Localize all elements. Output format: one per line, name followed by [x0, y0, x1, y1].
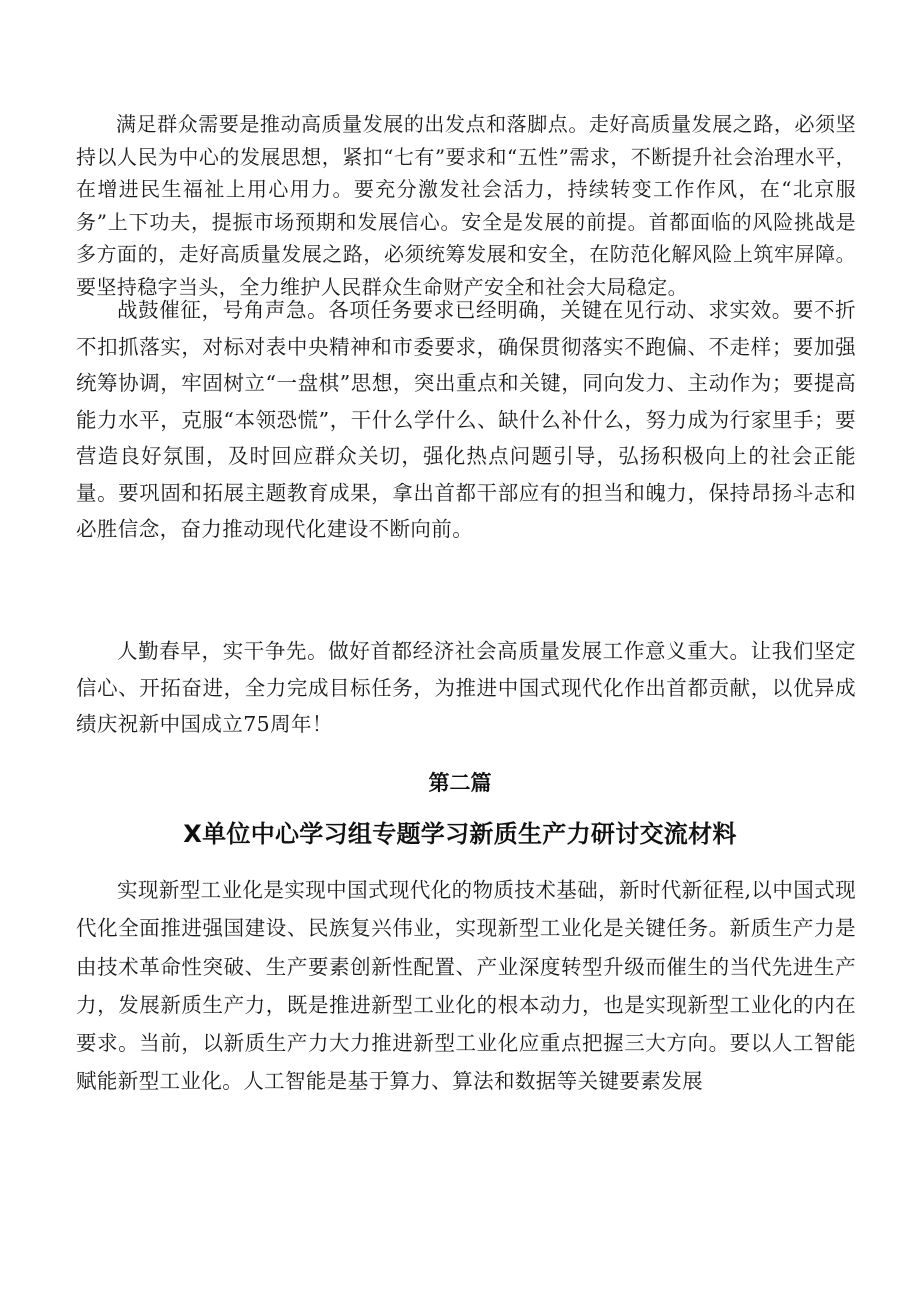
- paragraph-conclusion: 人勤春早，实干争先。做好首都经济社会高质量发展工作意义重大。让我们坚定信心、开拓奋进，全力完成目标任务，为推进中国式现代化作出首都贡献，以优异成绩庆祝新中国成立75周年！: [76, 639, 856, 736]
- paragraph-social-governance: 满足群众需要是推动高质量发展的出发点和落脚点。走好高质量发展之路，必须坚持以人民为中心的发展思想，紧扣“七有”要求和“五性”需求，不断提升社会治理水平，在增进民生福祉上用心用力。要充分激发社会活力，持续转变工作作风，在“北京服务”上下功夫，提振市场预期和发展信心。安全是发展的前提。首都面临的风险挑战是多方面的，走好高质量发展之路，必须统筹发展和安全，在防范化解风险上筑牢屏障。要坚持稳字当头，全力维护人民群众生命财产安全和社会大局稳定。: [76, 112, 856, 299]
- paragraph-implementation: 战鼓催征，号角声急。各项任务要求已经明确，关键在见行动、求实效。要不折不扣抓落实，对标对表中央精神和市委要求，确保贯彻落实不跑偏、不走样；要加强统筹协调，牢固树立“一盘棋”思想，突出重点和关键，同向发力、主动作为；要提高能力水平，克服“本领恐慌”，干什么学什么、缺什么补什么，努力成为行家里手；要营造良好氛围，及时回应群众关切，强化热点问题引导，弘扬积极向上的社会正能量。要巩固和拓展主题教育成果，拿出首都干部应有的担当和魄力，保持昂扬斗志和必胜信念，奋力推动现代化建设不断向前。: [76, 298, 856, 541]
- paragraph-new-industrialization: 实现新型工业化是实现中国式现代化的物质技术基础，新时代新征程,以中国式现代化全面推进强国建设、民族复兴伟业，实现新型工业化是关键任务。新质生产力是由技术革命性突破、生产要素创新性配置、产业深度转型升级而催生的当代先进生产力，发展新质生产力，既是推进新型工业化的根本动力，也是实现新型工业化的内在要求。当前，以新质生产力大力推进新型工业化应重点把握三大方向。要以人工智能赋能新型工业化。人工智能是基于算力、算法和数据等关键要素发展: [76, 878, 856, 1094]
- document-title: X单位中心学习组专题学习新质生产力研讨交流材料: [183, 820, 737, 848]
- chapter-heading: 第二篇: [428, 771, 492, 795]
